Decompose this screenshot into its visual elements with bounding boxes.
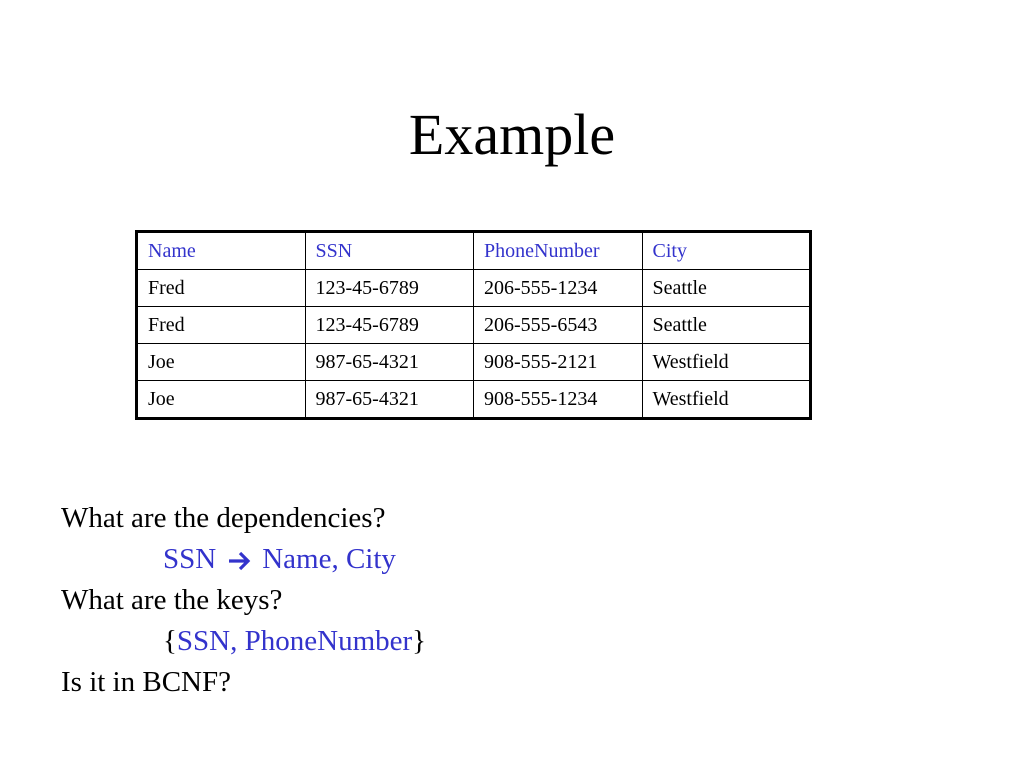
- table-row: [137, 344, 811, 381]
- table-header-row: [137, 232, 811, 270]
- table-cell-ssn: 987-65-4321: [305, 381, 474, 419]
- key-value: SSN, PhoneNumber: [176, 625, 413, 657]
- dependency-rhs: Name, City: [262, 543, 396, 575]
- table-cell-phonenumber: 908-555-2121: [474, 344, 643, 381]
- table-cell-phonenumber: 206-555-1234: [474, 270, 643, 307]
- right-arrow-icon: [228, 550, 252, 572]
- table-cell-name: Joe: [137, 381, 306, 419]
- column-header-name: Name: [137, 232, 306, 270]
- column-header-city: City: [642, 232, 811, 270]
- question-bcnf: Is it in BCNF?: [61, 666, 231, 698]
- key-close-brace: }: [412, 625, 427, 657]
- table-cell-name: Fred: [137, 307, 306, 344]
- table-cell-city: Westfield: [642, 381, 811, 419]
- table-cell-phonenumber: 206-555-6543: [474, 307, 643, 344]
- table-cell-city: Westfield: [642, 344, 811, 381]
- table-cell-name: Fred: [137, 270, 306, 307]
- question-dependencies: What are the dependencies?: [61, 502, 386, 534]
- table-row: [137, 270, 811, 307]
- dependency-lhs: SSN: [163, 543, 217, 575]
- key-answer: [61, 621, 426, 662]
- table-cell-ssn: 987-65-4321: [305, 344, 474, 381]
- key-open-brace: {: [163, 625, 177, 657]
- column-header-ssn: SSN: [305, 232, 474, 270]
- table-cell-city: Seattle: [642, 307, 811, 344]
- table-cell-name: Joe: [137, 344, 306, 381]
- table-cell-ssn: 123-45-6789: [305, 307, 474, 344]
- table-cell-ssn: 123-45-6789: [305, 270, 474, 307]
- relation-table: [135, 230, 812, 420]
- column-header-phonenumber: PhoneNumber: [474, 232, 643, 270]
- slide-title: Example: [408, 102, 616, 167]
- table-cell-city: Seattle: [642, 270, 811, 307]
- dependency-answer: [61, 539, 426, 580]
- table-cell-phonenumber: 908-555-1234: [474, 381, 643, 419]
- question-list: [61, 498, 426, 703]
- table-row: [137, 381, 811, 419]
- table-row: [137, 307, 811, 344]
- question-keys: What are the keys?: [61, 584, 283, 616]
